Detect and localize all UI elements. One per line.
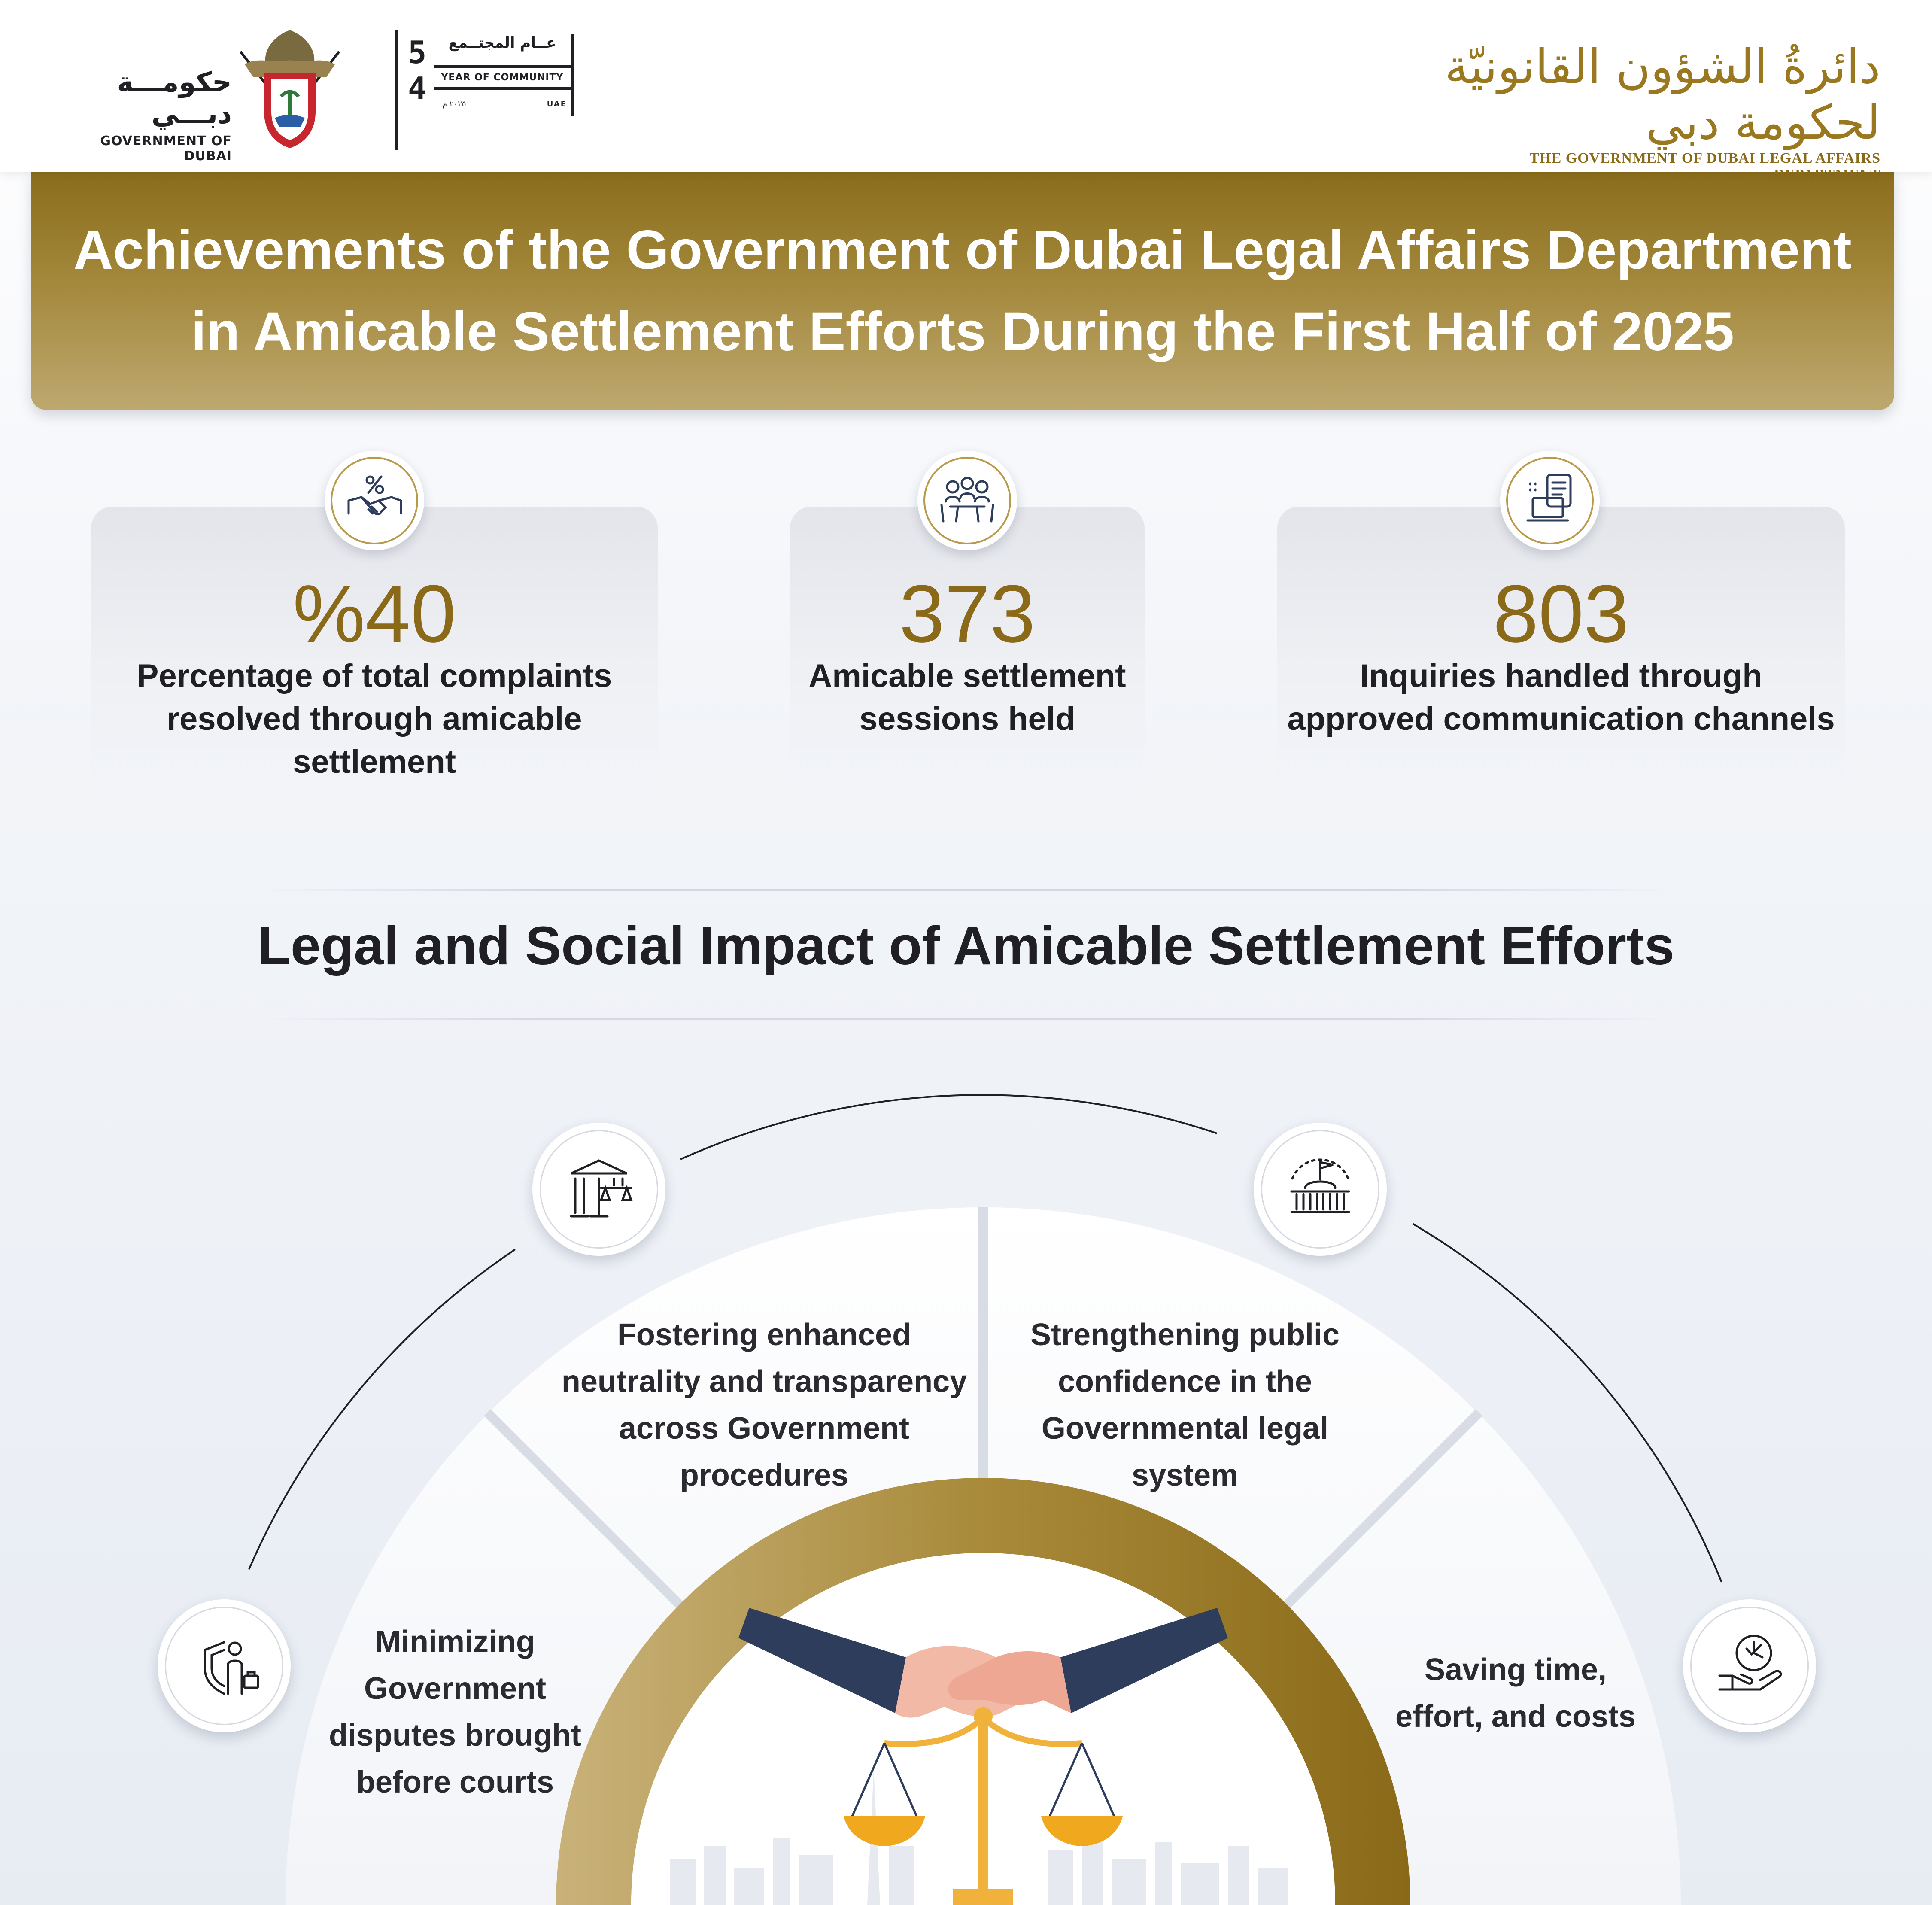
impact-text-public-confidence [1013, 1312, 1357, 1499]
stat-label-line: resolved through amicable [167, 701, 582, 737]
stat-card-complaints [91, 507, 658, 799]
legal-affairs-department-logo[interactable] [1430, 39, 1880, 183]
stat-label-line: approved communication channels [1287, 701, 1835, 737]
impact-line: Governmental legal [1041, 1411, 1329, 1446]
hand-clock-icon [1683, 1599, 1816, 1732]
impact-line: confidence in the [1057, 1364, 1312, 1399]
impact-text-saving-time [1365, 1647, 1666, 1740]
impact-line: neutrality and transparency [561, 1364, 967, 1399]
meeting-table-icon [917, 451, 1017, 550]
stat-label-line: Percentage of total complaints [137, 658, 612, 694]
impact-section-title: Legal and Social Impact of Amicable Settlement Efforts [257, 915, 1675, 976]
stat-label-line: Amicable settlement [808, 658, 1126, 694]
impact-line: Saving time, [1424, 1653, 1607, 1687]
impact-line: Minimizing [375, 1625, 535, 1659]
government-name-ar: حكومـــة دبـــي [117, 67, 232, 130]
impact-line: Government [364, 1671, 547, 1706]
year-label-en: YEAR OF COMMUNITY [434, 65, 571, 90]
court-scales-icon [532, 1123, 665, 1256]
impact-line: effort, and costs [1395, 1699, 1636, 1734]
year-digit-top: 5 [408, 34, 427, 70]
impact-line: disputes brought [329, 1718, 581, 1753]
header-bar [0, 0, 1932, 182]
stat-card-sessions [790, 507, 1145, 799]
impact-line: before courts [356, 1765, 554, 1799]
year-logo-bar [395, 30, 398, 150]
stat-value-inquiries: 803 [1493, 568, 1629, 659]
stat-card-inquiries [1277, 507, 1845, 799]
department-name-en: THE GOVERNMENT OF DUBAI LEGAL AFFAIRS DEPARTMENT [1529, 150, 1880, 182]
banner-title-line-2: in Amicable Settlement Efforts During the First Half of 2025 [191, 301, 1735, 362]
department-name-ar: دائرةُ الشؤون القانونيّة لحكومة دبي [1445, 39, 1880, 150]
laptop-document-icon [1500, 451, 1600, 550]
impact-text-neutrality-transparency [550, 1312, 979, 1499]
dubai-emblem-icon [232, 26, 348, 150]
government-name-en: GOVERNMENT OF DUBAI [100, 134, 232, 164]
impact-line: across Government [619, 1411, 910, 1446]
stat-label-sessions [790, 655, 1145, 741]
stat-label-line: sessions held [859, 701, 1075, 737]
stat-value-complaints: %40 [292, 568, 456, 659]
shield-person-icon [158, 1599, 291, 1732]
stat-value-sessions: 373 [899, 568, 1036, 659]
stat-label-line: Inquiries handled through [1360, 658, 1762, 694]
year-small-right: UAE [547, 100, 567, 109]
title-banner [31, 172, 1894, 410]
government-building-flag-icon [1254, 1123, 1387, 1256]
year-of-community-logo[interactable] [395, 30, 575, 150]
impact-line: system [1131, 1458, 1239, 1492]
year-digit-bottom: 4 [408, 70, 427, 106]
divider-top [258, 889, 1674, 891]
year-logo-box [434, 34, 574, 116]
impact-line: Strengthening public [1030, 1318, 1340, 1352]
outer-arc-top [680, 1095, 1217, 1159]
government-name [52, 67, 232, 164]
banner-title-line-1: Achievements of the Government of Dubai Legal Affairs Department [73, 219, 1852, 281]
year-label-ar: عــام المجتــمع [448, 34, 556, 52]
impact-text-minimizing-disputes [309, 1619, 601, 1806]
impact-line: procedures [680, 1458, 849, 1492]
stat-label-complaints [91, 655, 658, 784]
divider-bottom [258, 1018, 1674, 1020]
stat-label-line: settlement [292, 744, 456, 780]
year-logo-digits [408, 34, 434, 106]
handshake-percent-icon [325, 451, 424, 550]
stat-label-inquiries [1277, 655, 1845, 741]
year-small-left: ٢٠٢٥ م [442, 100, 466, 109]
government-of-dubai-logo[interactable] [47, 26, 348, 164]
impact-line: Fostering enhanced [617, 1318, 911, 1352]
